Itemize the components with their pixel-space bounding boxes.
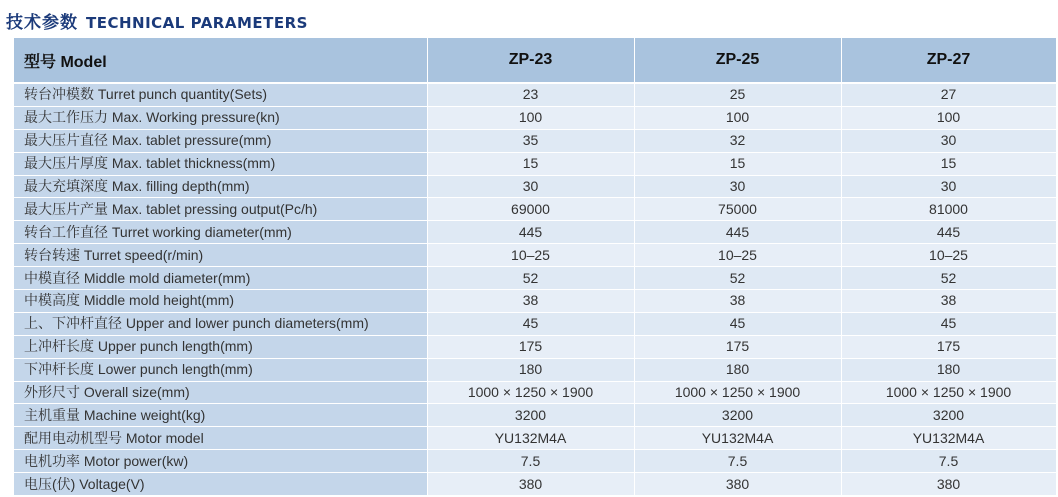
row-label: 最大压片直径 Max. tablet pressure(mm) — [14, 129, 427, 152]
row-value: 52 — [634, 267, 841, 290]
row-value: 3200 — [634, 404, 841, 427]
table-row — [14, 450, 1056, 473]
row-value: 1000 × 1250 × 1900 — [427, 381, 634, 404]
title-chinese: 技术参数 — [6, 13, 78, 32]
table-row — [14, 106, 1056, 129]
row-value: 180 — [841, 358, 1056, 381]
row-label: 最大工作压力 Max. Working pressure(kn) — [14, 106, 427, 129]
row-value: 3200 — [841, 404, 1056, 427]
column-header-zp-25: ZP-25 — [634, 38, 841, 83]
row-value: 445 — [634, 221, 841, 244]
row-label: 电机功率 Motor power(kw) — [14, 450, 427, 473]
row-value: 445 — [427, 221, 634, 244]
table-row — [14, 290, 1056, 313]
column-header-zp-23: ZP-23 — [427, 38, 634, 83]
row-value: 380 — [634, 473, 841, 496]
row-label: 上冲杆长度 Upper punch length(mm) — [14, 335, 427, 358]
table-row — [14, 221, 1056, 244]
table-body — [14, 83, 1056, 496]
row-value: 100 — [634, 106, 841, 129]
row-value: YU132M4A — [634, 427, 841, 450]
row-value: 100 — [427, 106, 634, 129]
table-row — [14, 267, 1056, 290]
row-label: 转台工作直径 Turret working diameter(mm) — [14, 221, 427, 244]
column-header-zp-27: ZP-27 — [841, 38, 1056, 83]
row-value: 180 — [634, 358, 841, 381]
row-value: 52 — [427, 267, 634, 290]
row-value: 30 — [841, 129, 1056, 152]
row-value: YU132M4A — [427, 427, 634, 450]
row-value: 69000 — [427, 198, 634, 221]
row-value: 175 — [634, 335, 841, 358]
row-label: 上、下冲杆直径 Upper and lower punch diameters(mm) — [14, 312, 427, 335]
row-value: 35 — [427, 129, 634, 152]
row-value: 15 — [427, 152, 634, 175]
row-value: 45 — [427, 312, 634, 335]
technical-parameters-table — [14, 38, 1057, 496]
row-value: 45 — [841, 312, 1056, 335]
row-value: 15 — [634, 152, 841, 175]
row-value: YU132M4A — [841, 427, 1056, 450]
row-label: 最大充填深度 Max. filling depth(mm) — [14, 175, 427, 198]
row-value: 380 — [841, 473, 1056, 496]
row-value: 7.5 — [427, 450, 634, 473]
row-value: 380 — [427, 473, 634, 496]
row-value: 1000 × 1250 × 1900 — [634, 381, 841, 404]
row-value: 175 — [841, 335, 1056, 358]
table-row — [14, 381, 1056, 404]
table-row — [14, 335, 1056, 358]
table-row — [14, 83, 1056, 106]
row-value: 100 — [841, 106, 1056, 129]
row-value: 1000 × 1250 × 1900 — [841, 381, 1056, 404]
row-value: 81000 — [841, 198, 1056, 221]
row-value: 7.5 — [634, 450, 841, 473]
row-label: 外形尺寸 Overall size(mm) — [14, 381, 427, 404]
row-value: 445 — [841, 221, 1056, 244]
row-value: 38 — [841, 290, 1056, 313]
row-value: 23 — [427, 83, 634, 106]
table-row — [14, 152, 1056, 175]
row-label: 主机重量 Machine weight(kg) — [14, 404, 427, 427]
row-value: 175 — [427, 335, 634, 358]
title-english: TECHNICAL PARAMETERS — [86, 14, 308, 32]
column-header-model: 型号 Model — [14, 38, 427, 83]
row-value: 10–25 — [634, 244, 841, 267]
row-value: 10–25 — [841, 244, 1056, 267]
row-value: 3200 — [427, 404, 634, 427]
table-row — [14, 473, 1056, 496]
table-row — [14, 175, 1056, 198]
row-label: 最大压片产量 Max. tablet pressing output(Pc/h) — [14, 198, 427, 221]
table-row — [14, 427, 1056, 450]
row-label: 下冲杆长度 Lower punch length(mm) — [14, 358, 427, 381]
row-label: 配用电动机型号 Motor model — [14, 427, 427, 450]
row-value: 38 — [634, 290, 841, 313]
row-label: 中模直径 Middle mold diameter(mm) — [14, 267, 427, 290]
table-row — [14, 244, 1056, 267]
row-label: 转台转速 Turret speed(r/min) — [14, 244, 427, 267]
row-value: 27 — [841, 83, 1056, 106]
table-header-row — [14, 38, 1056, 83]
row-label: 转台冲模数 Turret punch quantity(Sets) — [14, 83, 427, 106]
row-value: 30 — [427, 175, 634, 198]
row-value: 30 — [634, 175, 841, 198]
row-value: 25 — [634, 83, 841, 106]
table-row — [14, 404, 1056, 427]
row-value: 45 — [634, 312, 841, 335]
table-row — [14, 129, 1056, 152]
section-title — [6, 8, 308, 34]
table-row — [14, 198, 1056, 221]
row-value: 75000 — [634, 198, 841, 221]
table-row — [14, 358, 1056, 381]
table-row — [14, 312, 1056, 335]
row-label: 电压(伏) Voltage(V) — [14, 473, 427, 496]
row-value: 38 — [427, 290, 634, 313]
row-value: 10–25 — [427, 244, 634, 267]
row-value: 7.5 — [841, 450, 1056, 473]
row-value: 180 — [427, 358, 634, 381]
row-value: 30 — [841, 175, 1056, 198]
row-value: 15 — [841, 152, 1056, 175]
row-label: 中模高度 Middle mold height(mm) — [14, 290, 427, 313]
row-label: 最大压片厚度 Max. tablet thickness(mm) — [14, 152, 427, 175]
row-value: 52 — [841, 267, 1056, 290]
row-value: 32 — [634, 129, 841, 152]
